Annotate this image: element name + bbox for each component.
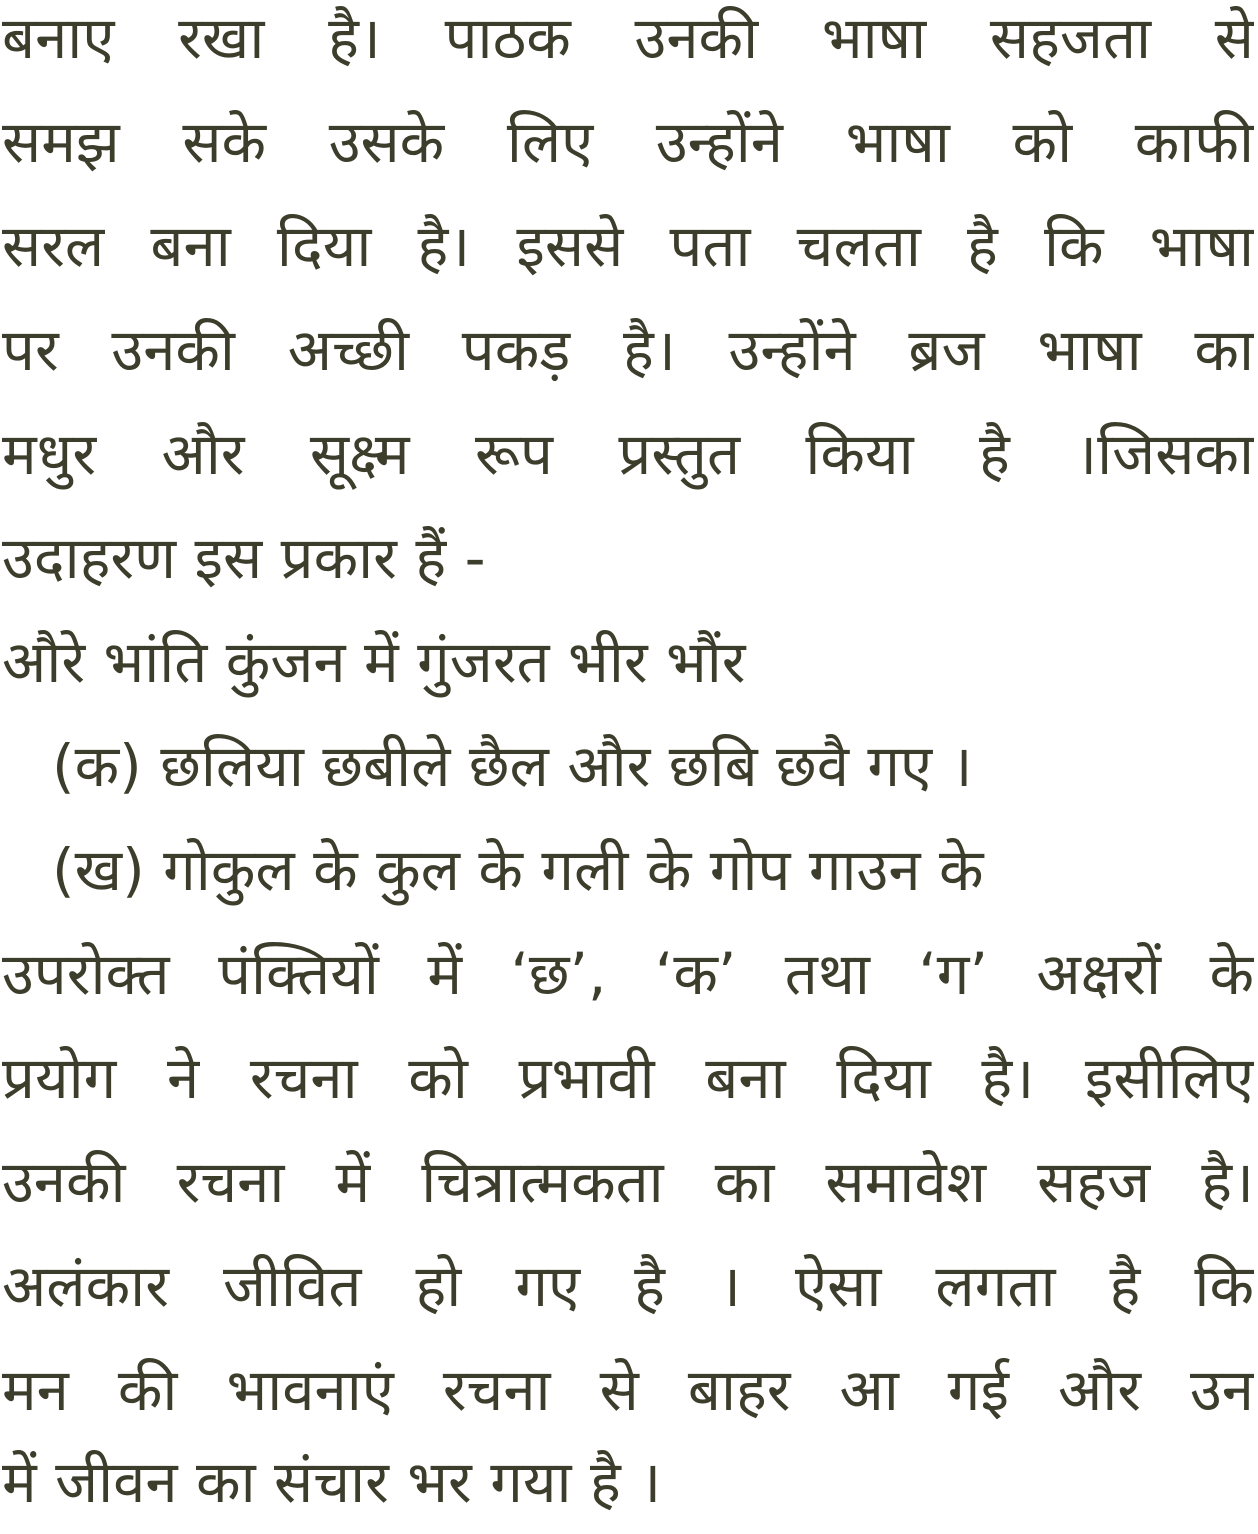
text-line-6: उदाहरण इस प्रकार हैं - bbox=[2, 524, 486, 592]
text-line-3: सरल बना दिया है। इससे पता चलता है कि भाषा bbox=[2, 212, 1254, 280]
text-line-11: प्रयोग ने रचना को प्रभावी बना दिया है। इसीलिए bbox=[2, 1044, 1254, 1112]
text-line-4: पर उनकी अच्छी पकड़ है। उन्होंने ब्रज भाषा का bbox=[2, 316, 1254, 384]
example-kha: (ख) गोकुल के कुल के गली के गोप गाउन के bbox=[52, 836, 984, 904]
example-ka: (क) छलिया छबीले छैल और छबि छवै गए । bbox=[52, 732, 973, 800]
verse-line: औरे भांति कुंजन में गुंजरत भीर भौंर bbox=[2, 628, 746, 696]
text-line-14: मन की भावनाएं रचना से बाहर आ गई और उन bbox=[2, 1356, 1254, 1424]
text-line-12: उनकी रचना में चित्रात्मकता का समावेश सहज है। bbox=[2, 1148, 1254, 1216]
text-line-13: अलंकार जीवित हो गए है । ऐसा लगता है कि bbox=[2, 1252, 1254, 1320]
text-line-10: उपरोक्त पंक्तियों में ‘छ’, ‘क’ तथा ‘ग’ अक्षरों के bbox=[2, 940, 1254, 1008]
text-line-1: बनाए रखा है। पाठक उनकी भाषा सहजता से bbox=[2, 4, 1254, 72]
text-line-2: समझ सके उसके लिए उन्होंने भाषा को काफी bbox=[2, 108, 1254, 176]
text-line-5: मधुर और सूक्ष्म रूप प्रस्तुत किया है ।जिसका bbox=[2, 420, 1254, 488]
text-line-15: में जीवन का संचार भर गया है । bbox=[2, 1448, 662, 1516]
